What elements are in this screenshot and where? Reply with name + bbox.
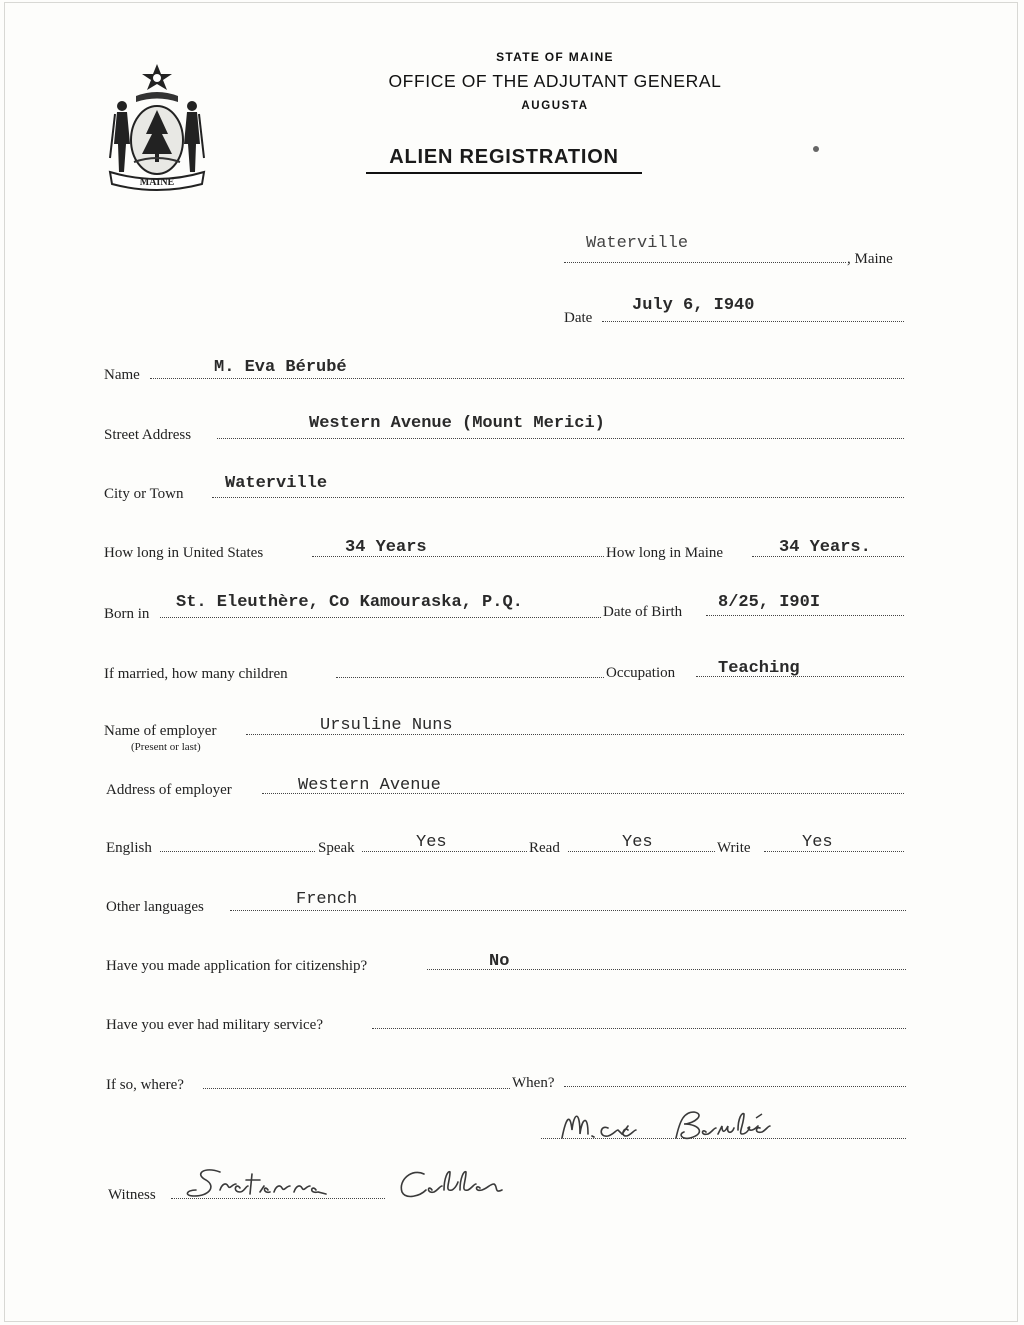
where-line xyxy=(203,1088,510,1089)
city-heading: AUGUSTA xyxy=(521,100,589,112)
children-line xyxy=(336,677,604,678)
employer-address-value: Western Avenue xyxy=(298,776,441,795)
name-label: Name xyxy=(104,367,140,383)
employer-address-label: Address of employer xyxy=(106,782,232,798)
location-value: Waterville xyxy=(586,234,689,253)
when-line xyxy=(564,1086,906,1087)
street-address-label: Street Address xyxy=(104,427,192,443)
page-border xyxy=(4,2,1018,1322)
date-of-birth-value: 8/25, I90I xyxy=(718,593,821,612)
citizenship-value: No xyxy=(489,952,510,971)
military-line xyxy=(372,1028,906,1029)
city-line xyxy=(212,497,904,498)
form-title: ALIEN REGISTRATION xyxy=(366,146,642,174)
handwritten-signature xyxy=(556,1104,806,1148)
how-long-us-label: How long in United States xyxy=(104,545,264,561)
employer-sublabel: (Present or last) xyxy=(131,741,201,753)
english-line xyxy=(160,851,315,852)
date-of-birth-label: Date of Birth xyxy=(603,604,683,620)
occupation-label: Occupation xyxy=(606,665,676,681)
date-line xyxy=(602,321,904,322)
location-line xyxy=(564,262,846,263)
write-line xyxy=(764,851,904,852)
handwritten-witness xyxy=(176,1160,521,1208)
speak-label: Speak xyxy=(318,840,355,856)
other-languages-value: French xyxy=(296,890,358,909)
witness-label: Witness xyxy=(108,1187,156,1203)
date-of-birth-line xyxy=(706,615,904,616)
state-heading: STATE OF MAINE xyxy=(496,50,614,64)
employer-value: Ursuline Nuns xyxy=(320,716,453,735)
read-label: Read xyxy=(529,840,560,856)
employer-label: Name of employer xyxy=(104,723,217,739)
date-label: Date xyxy=(564,310,593,326)
occupation-value: Teaching xyxy=(718,659,800,678)
paper-speck xyxy=(813,146,819,152)
write-label: Write xyxy=(717,840,751,856)
city-value: Waterville xyxy=(225,474,328,493)
born-in-label: Born in xyxy=(104,606,150,622)
how-long-us-value: 34 Years xyxy=(345,538,427,557)
city-label: City or Town xyxy=(104,486,184,502)
where-label: If so, where? xyxy=(106,1077,184,1093)
maine-seal-logo xyxy=(106,62,208,192)
street-address-value: Western Avenue (Mount Merici) xyxy=(309,414,605,433)
how-long-maine-value: 34 Years. xyxy=(779,538,871,557)
when-label: When? xyxy=(512,1075,555,1091)
name-line xyxy=(150,378,904,379)
other-languages-line xyxy=(230,910,906,911)
born-in-line xyxy=(160,617,601,618)
date-value: July 6, I940 xyxy=(632,296,755,315)
children-label: If married, how many children xyxy=(104,666,288,682)
read-value: Yes xyxy=(622,833,653,852)
speak-value: Yes xyxy=(416,833,447,852)
citizenship-label: Have you made application for citizenship? xyxy=(106,958,368,974)
english-label: English xyxy=(106,840,152,856)
seal-ribbon-text: MAINE xyxy=(139,177,175,188)
write-value: Yes xyxy=(802,833,833,852)
office-heading: OFFICE OF THE ADJUTANT GENERAL xyxy=(388,71,722,91)
location-suffix: , Maine xyxy=(847,251,893,267)
military-label: Have you ever had military service? xyxy=(106,1017,323,1033)
born-in-value: St. Eleuthère, Co Kamouraska, P.Q. xyxy=(176,593,523,612)
how-long-maine-label: How long in Maine xyxy=(606,545,724,561)
name-value: M. Eva Bérubé xyxy=(214,358,347,377)
other-languages-label: Other languages xyxy=(106,899,204,915)
street-address-line xyxy=(217,438,904,439)
